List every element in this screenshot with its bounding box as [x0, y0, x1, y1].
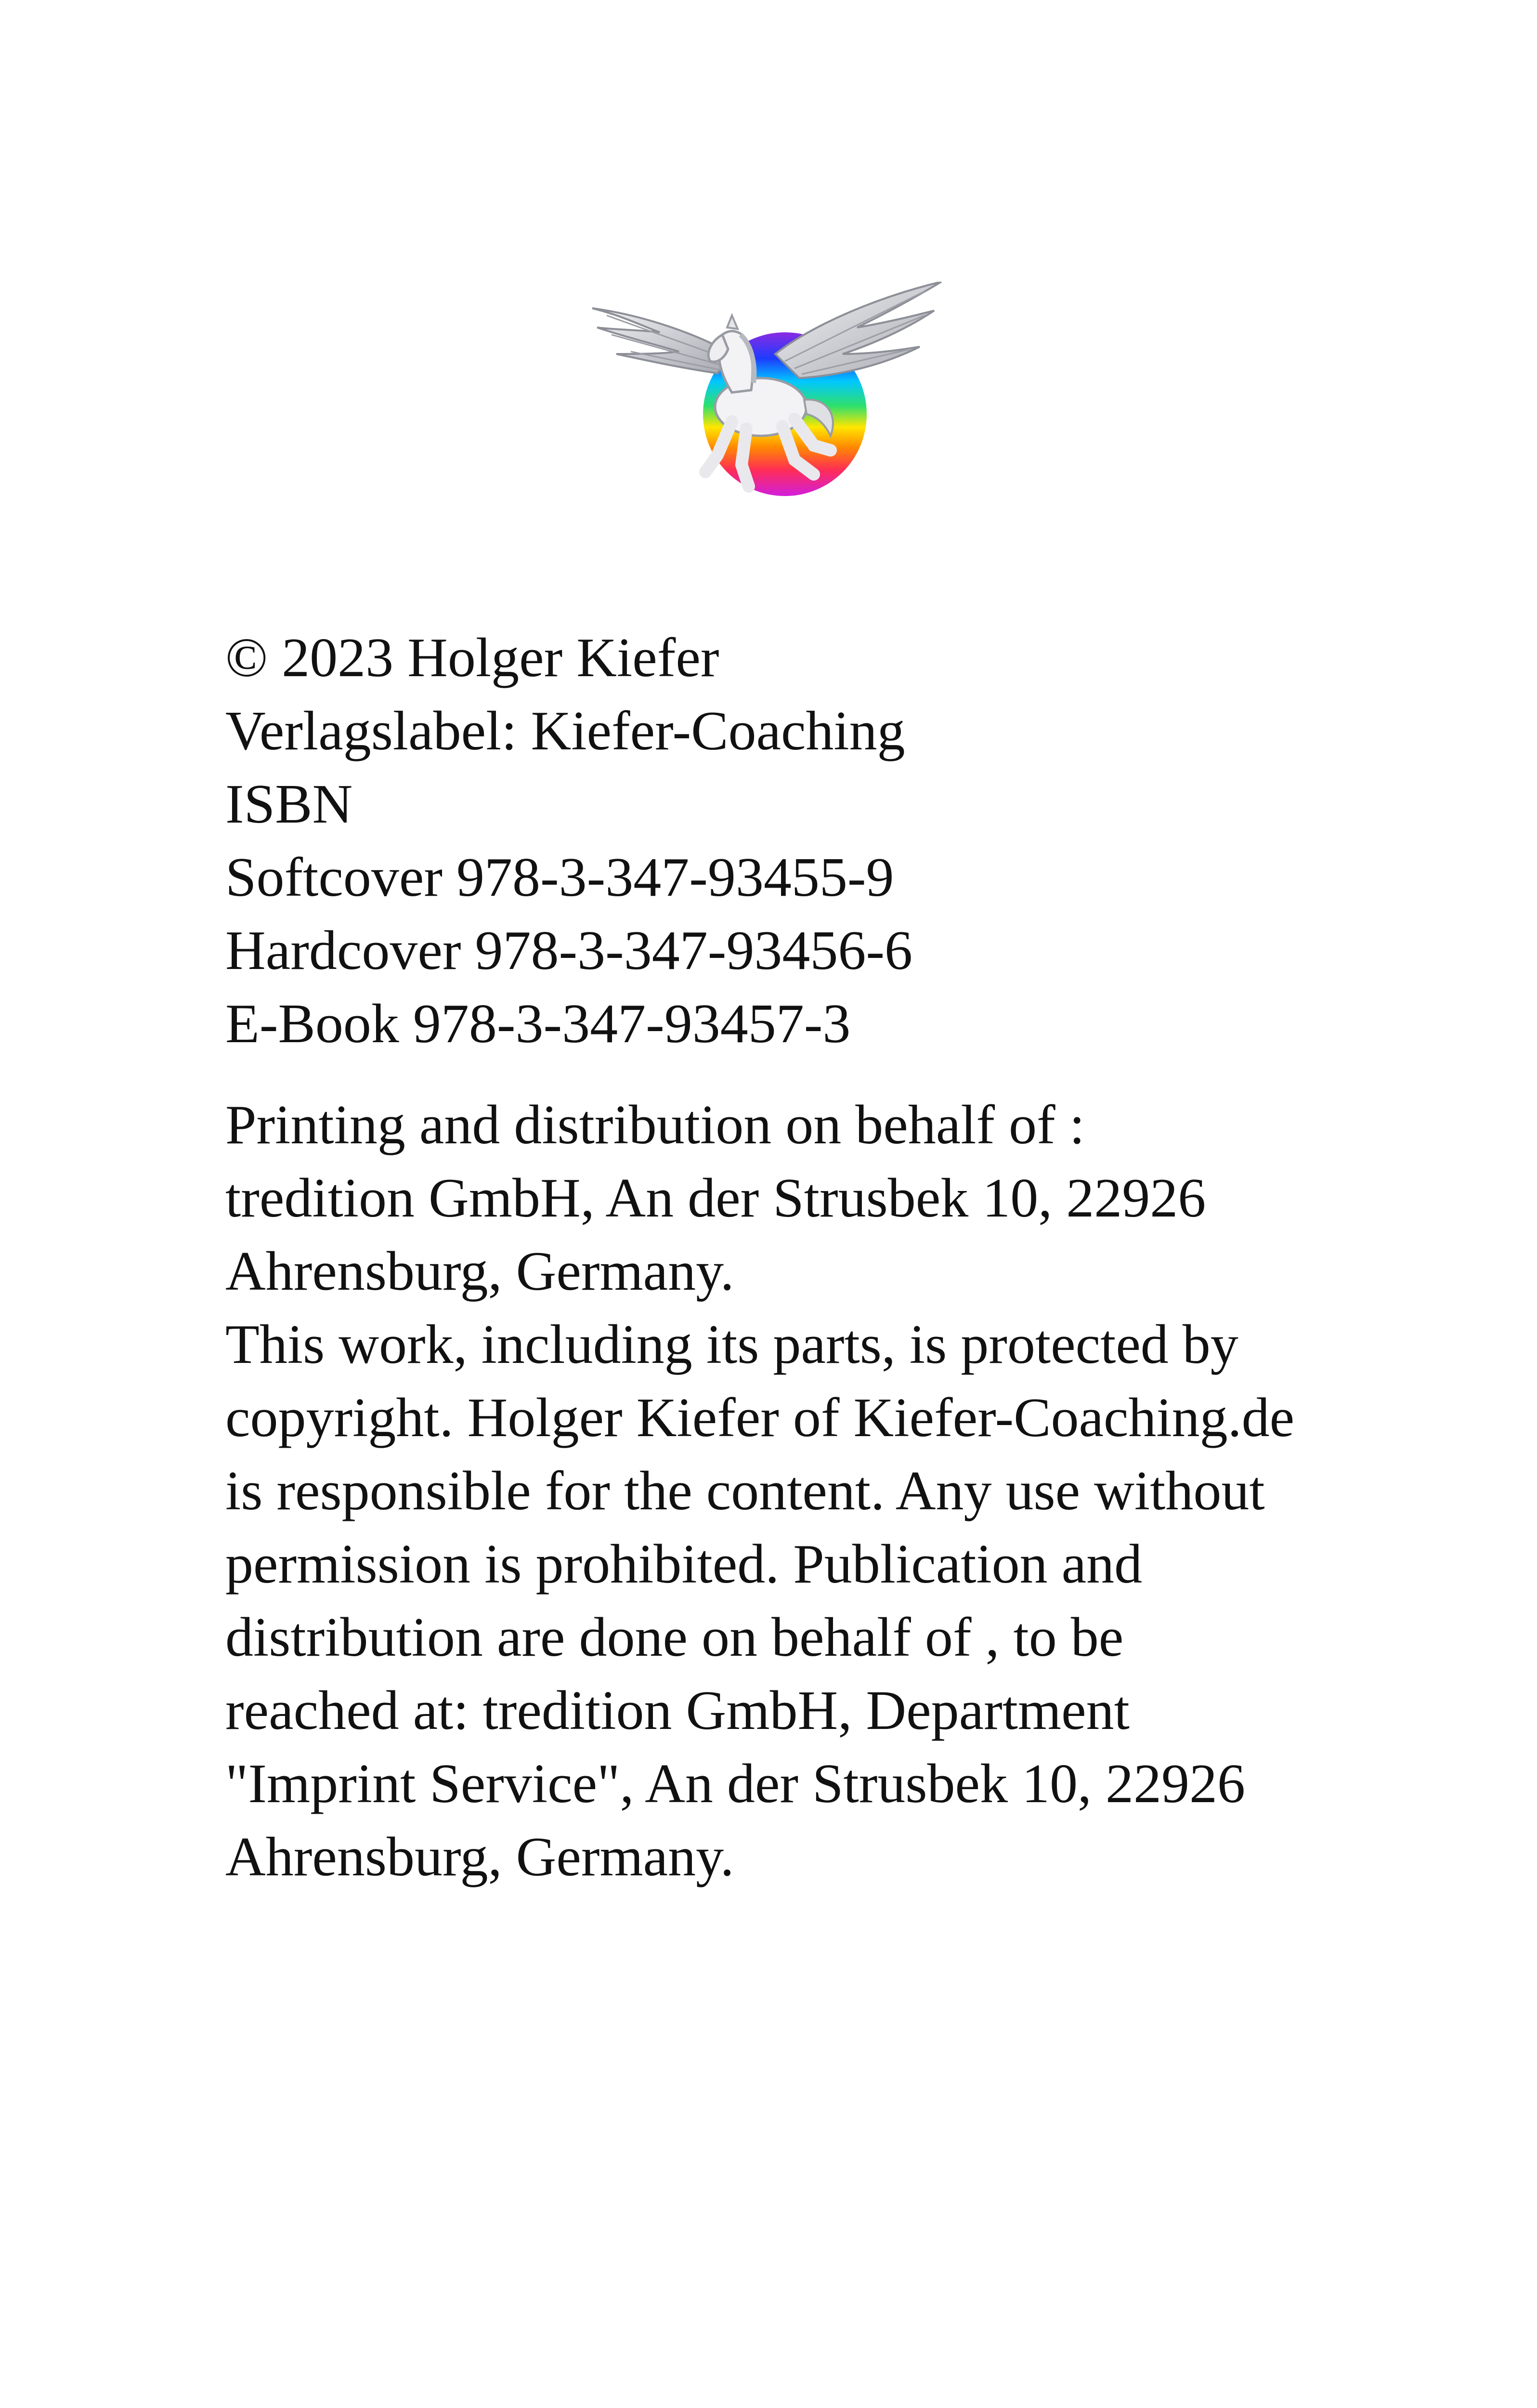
copyright-line: © 2023 Holger Kiefer	[225, 627, 719, 689]
notice-line: "Imprint Service", An der Strusbek 10, 22926	[225, 1753, 1245, 1815]
notice-line: permission is prohibited. Publication and	[225, 1533, 1143, 1595]
printing-and-copyright-notice	[225, 1088, 1333, 1894]
publisher-label-line: Verlagslabel: Kiefer-Coaching	[225, 700, 905, 762]
isbn-softcover: Softcover 978-3-347-93455-9	[225, 847, 894, 908]
notice-line: tredition GmbH, An der Strusbek 10, 22926	[225, 1167, 1206, 1229]
notice-line: Printing and distribution on behalf of :	[225, 1094, 1085, 1156]
imprint-block	[225, 621, 1333, 1060]
notice-line: Ahrensburg, Germany.	[225, 1826, 734, 1888]
notice-line: Ahrensburg, Germany.	[225, 1241, 734, 1302]
notice-line: distribution are done on behalf of , to be	[225, 1607, 1124, 1668]
imprint-page	[225, 621, 1333, 1894]
notice-line: copyright. Holger Kiefer of Kiefer-Coaching.de	[225, 1387, 1295, 1449]
isbn-ebook: E-Book 978-3-347-93457-3	[225, 993, 851, 1055]
notice-line: is responsible for the content. Any use without	[225, 1460, 1265, 1522]
notice-line: This work, including its parts, is protected by	[225, 1314, 1238, 1375]
pegasus-rainbow-logo-icon	[587, 282, 944, 503]
isbn-hardcover: Hardcover 978-3-347-93456-6	[225, 920, 913, 982]
section-spacer	[225, 1060, 1333, 1088]
notice-line: reached at: tredition GmbH, Department	[225, 1680, 1130, 1741]
isbn-heading: ISBN	[225, 773, 353, 835]
